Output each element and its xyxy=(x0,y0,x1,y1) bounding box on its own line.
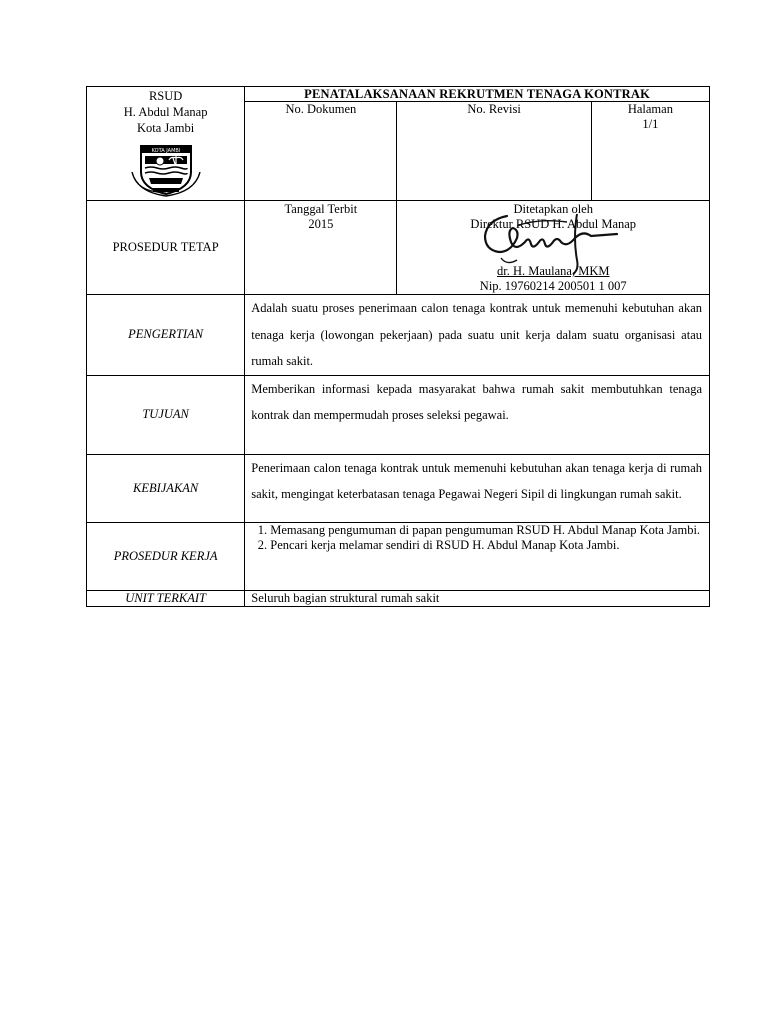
halaman-value: 1/1 xyxy=(642,117,659,132)
director-nip: Nip. 19760214 200501 1 007 xyxy=(479,279,627,293)
emblem-text: KOTA JAMBI xyxy=(151,148,180,154)
document-title: PENATALAKSANAAN REKRUTMEN TENAGA KONTRAK xyxy=(245,87,710,102)
no-revisi-label: No. Revisi xyxy=(467,102,521,117)
hospital-identity-cell xyxy=(87,87,245,201)
director-name: dr. H. Maulana, MKM xyxy=(496,264,610,278)
tujuan-label: TUJUAN xyxy=(87,375,245,454)
kota-jambi-emblem-icon xyxy=(129,142,203,198)
tujuan-text: Memberikan informasi kepada masyarakat bahwa rumah sakit membutuhkan tenaga kontrak dan mempermudah proses seleksi pegawai. xyxy=(245,375,710,454)
prosedur-tetap-label: PROSEDUR TETAP xyxy=(87,201,245,295)
kebijakan-text: Penerimaan calon tenaga kontrak untuk memenuhi kebutuhan akan tenaga kerja di rumah sakit, mengingat keterbatasan tenaga Pegawai Negeri Sipil di lingkungan rumah sakit. xyxy=(245,454,710,522)
pengertian-text: Adalah suatu proses penerimaan calon tenaga kontrak untuk memenuhi kebutuhan akan tenaga kerja (lowongan pekerjaan) pada suatu unit kerja dalam suatu organisasi atau rumah sakit. xyxy=(245,295,710,376)
org-name-line1: RSUD xyxy=(148,89,183,103)
prosedur-kerja-cell xyxy=(245,522,710,590)
org-name-line3: Kota Jambi xyxy=(136,121,195,135)
approval-cell xyxy=(397,201,710,295)
tanggal-terbit-value: 2015 xyxy=(308,217,334,231)
list-item: 2. Pencari kerja melamar sendiri di RSUD H. Abdul Manap Kota Jambi. xyxy=(270,538,702,553)
unit-terkait-text: Seluruh bagian struktural rumah sakit xyxy=(245,590,710,606)
ditetapkan-oleh: Ditetapkan oleh xyxy=(513,202,593,216)
list-item: 1. Memasang pengumuman di papan pengumuman RSUD H. Abdul Manap Kota Jambi. xyxy=(270,523,702,538)
no-dokumen-cell xyxy=(245,102,397,201)
no-revisi-cell xyxy=(397,102,591,201)
sop-document xyxy=(86,86,710,607)
tanggal-terbit-label: Tanggal Terbit xyxy=(284,202,358,216)
tanggal-terbit-cell xyxy=(245,201,397,295)
direktur-title: Direktur RSUD H. Abdul Manap xyxy=(470,217,637,231)
kebijakan-label: KEBIJAKAN xyxy=(87,454,245,522)
org-name-line2: H. Abdul Manap xyxy=(123,105,208,119)
halaman-cell xyxy=(591,102,709,201)
prosedur-kerja-list xyxy=(245,523,709,553)
prosedur-kerja-label: PROSEDUR KERJA xyxy=(87,522,245,590)
halaman-label: Halaman xyxy=(627,102,673,117)
no-dokumen-label: No. Dokumen xyxy=(285,102,357,117)
sop-table xyxy=(86,86,710,607)
pengertian-label: PENGERTIAN xyxy=(87,295,245,376)
unit-terkait-label: UNIT TERKAIT xyxy=(87,590,245,606)
